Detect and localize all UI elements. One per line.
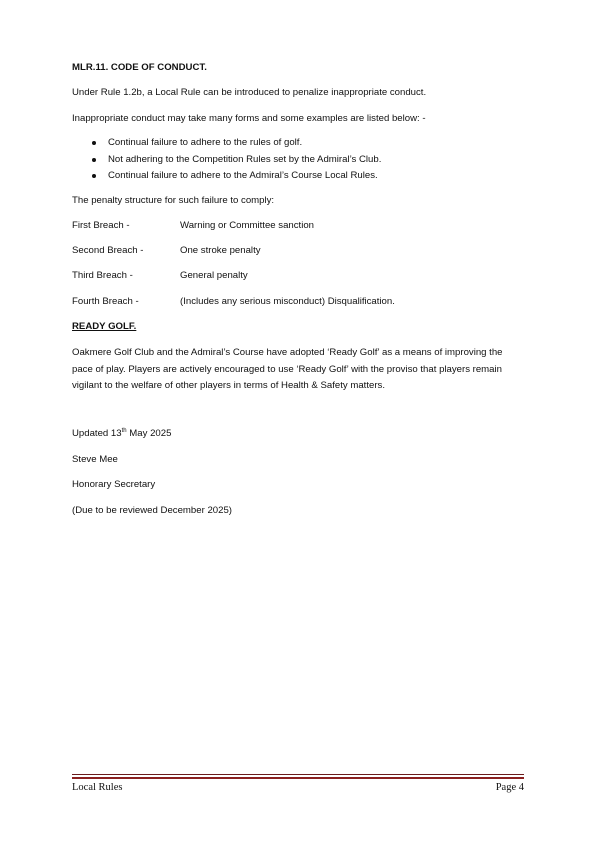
breach-label: Second Breach -	[72, 245, 144, 256]
section-heading: MLR.11. CODE OF CONDUCT.	[72, 62, 207, 73]
footer-divider	[72, 777, 524, 779]
signatory-name: Steve Mee	[72, 454, 118, 465]
review-note: (Due to be reviewed December 2025)	[72, 505, 232, 516]
list-item	[92, 137, 381, 154]
examples-intro: Inappropriate conduct may take many forms and some examples are listed below: -	[72, 113, 426, 124]
bullet-icon	[92, 141, 96, 145]
breach-label: First Breach -	[72, 220, 130, 231]
examples-list	[92, 137, 381, 187]
footer-title: Local Rules	[72, 782, 123, 793]
list-item	[92, 170, 381, 187]
updated-date	[72, 428, 171, 441]
list-item-text: Continual failure to adhere to the Admiral’s Course Local Rules.	[108, 170, 378, 181]
ready-golf-heading: READY GOLF.	[72, 321, 137, 332]
updated-suffix: May 2025	[126, 428, 172, 439]
page-number: Page 4	[495, 782, 524, 793]
penalty-row	[72, 245, 524, 259]
penalty-value: (Includes any serious misconduct) Disqualification.	[180, 296, 395, 307]
penalty-row	[72, 270, 524, 284]
updated-ordinal: th	[121, 428, 127, 434]
footer-divider	[72, 774, 524, 775]
list-item-text: Continual failure to adhere to the rules of golf.	[108, 137, 303, 148]
penalty-row	[72, 220, 524, 234]
bullet-icon	[92, 158, 96, 162]
penalty-value: One stroke penalty	[180, 245, 261, 256]
list-item	[92, 154, 381, 171]
bullet-icon	[92, 174, 96, 178]
ready-golf-paragraph: Oakmere Golf Club and the Admiral’s Course have adopted ‘Ready Golf’ as a means of improving the pace of play. Players are actively encouraged to use ‘Ready Golf’ with the proviso that players remain vigilant to the welfare of other players in terms of Health & Safety matters.	[72, 347, 503, 391]
updated-prefix: Updated 13	[72, 428, 122, 439]
list-item-text: Not adhering to the Competition Rules set by the Admiral’s Club.	[108, 153, 382, 165]
penalty-value: General penalty	[180, 270, 248, 281]
penalty-value: Warning or Committee sanction	[180, 220, 315, 231]
signatory-role: Honorary Secretary	[72, 479, 156, 490]
breach-label: Fourth Breach -	[72, 296, 139, 307]
intro-paragraph: Under Rule 1.2b, a Local Rule can be introduced to penalize inappropriate conduct.	[72, 87, 427, 98]
document-page	[72, 0, 524, 842]
penalty-row	[72, 296, 524, 310]
penalty-intro: The penalty structure for such failure to comply:	[72, 195, 275, 206]
breach-label: Third Breach -	[72, 270, 133, 281]
